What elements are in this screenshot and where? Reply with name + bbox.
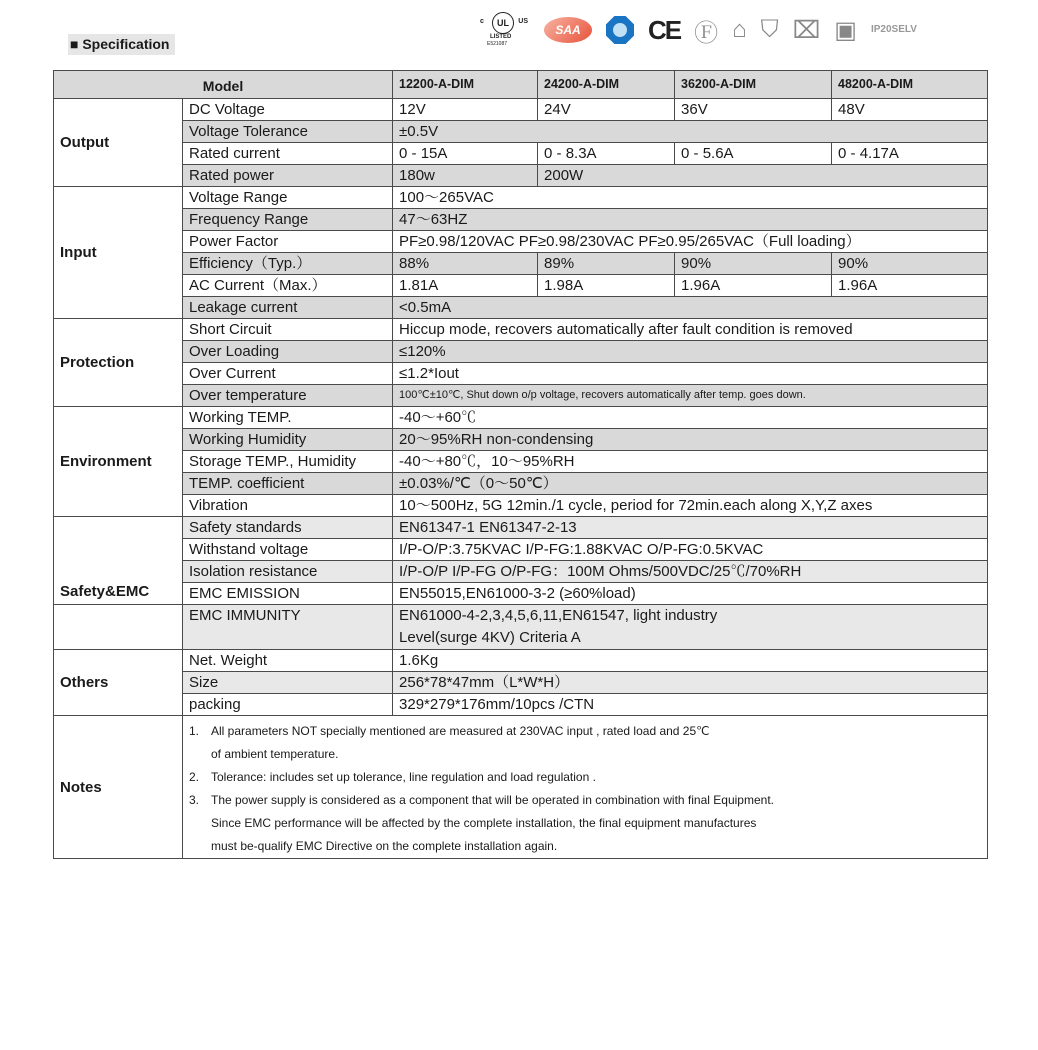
group-environment: Environment	[54, 407, 183, 517]
row-label: TEMP. coefficient	[183, 473, 393, 495]
group-output: Output	[54, 99, 183, 187]
thermal-shield-icon: ⛉	[760, 16, 779, 43]
group-input: Input	[54, 187, 183, 319]
cell: 89%	[538, 253, 675, 275]
row-label: Voltage Tolerance	[183, 121, 393, 143]
table-row	[54, 165, 988, 187]
row-label: Over Current	[183, 363, 393, 385]
group-others: Others	[54, 650, 183, 716]
saa-icon: SAA	[544, 17, 592, 43]
row-label: Power Factor	[183, 231, 393, 253]
cell: Hiccup mode, recovers automatically after fault condition is removed	[393, 319, 988, 341]
cell: 256*78*47mm（L*W*H）	[393, 672, 988, 694]
note-line: 3. The power supply is considered as a component that will be operated in combination with final Equipment.	[189, 793, 774, 807]
cell: EN61347-1 EN61347-2-13	[393, 517, 988, 539]
table-row	[54, 473, 988, 495]
table-row	[54, 429, 988, 451]
cell: ≤120%	[393, 341, 988, 363]
cell: 1.96A	[675, 275, 832, 297]
table-row	[54, 583, 988, 605]
notes-cell	[183, 716, 988, 859]
table-row	[54, 319, 988, 341]
cell: 88%	[393, 253, 538, 275]
cell: ±0.03%/℃（0～50℃）	[393, 473, 988, 495]
cell: 1.6Kg	[393, 650, 988, 672]
table-row	[54, 231, 988, 253]
model-48200: 48200-A-DIM	[832, 71, 988, 99]
row-label: DC Voltage	[183, 99, 393, 121]
specification-table	[53, 70, 988, 859]
cell	[393, 605, 988, 650]
row-label: packing	[183, 694, 393, 716]
tuv-icon	[606, 16, 634, 44]
cell: 90%	[675, 253, 832, 275]
ce-icon: CE	[648, 14, 681, 45]
group-safety-emc: Safety&EMC	[54, 517, 183, 605]
table-row	[54, 363, 988, 385]
table-row	[54, 561, 988, 583]
table-row	[54, 143, 988, 165]
row-label: Efficiency（Typ.）	[183, 253, 393, 275]
cell: 1.96A	[832, 275, 988, 297]
row-label: Net. Weight	[183, 650, 393, 672]
cell: 90%	[832, 253, 988, 275]
table-row	[54, 694, 988, 716]
table-row	[54, 716, 988, 859]
row-label: Voltage Range	[183, 187, 393, 209]
f-mark-icon: Ⓕ	[694, 19, 719, 47]
ul-listed-icon: c UL US LISTED E521087	[478, 10, 530, 50]
row-label: Short Circuit	[183, 319, 393, 341]
table-row	[54, 605, 988, 650]
indoor-use-icon: ⌂	[732, 16, 747, 43]
table-row	[54, 99, 988, 121]
cell: 48V	[832, 99, 988, 121]
section-title: ■ Specification	[68, 34, 175, 55]
row-label: Over temperature	[183, 385, 393, 407]
cell: -40～+80℃，10～95%RH	[393, 451, 988, 473]
group-empty	[54, 605, 183, 650]
table-row	[54, 121, 988, 143]
cell: I/P-O/P:3.75KVAC I/P-FG:1.88KVAC O/P-FG:0.5KVAC	[393, 539, 988, 561]
table-row	[54, 253, 988, 275]
table-row	[54, 187, 988, 209]
cell-line: EN61000-4-2,3,4,5,6,11,EN61547, light industry	[399, 607, 718, 624]
note-line: 1. All parameters NOT specially mentioned are measured at 230VAC input , rated load and 25℃	[189, 724, 710, 738]
table-row	[54, 650, 988, 672]
group-notes: Notes	[54, 716, 183, 859]
table-row	[54, 451, 988, 473]
table-row	[54, 407, 988, 429]
cell: -40～+60℃	[393, 407, 988, 429]
table-row	[54, 672, 988, 694]
cell: I/P-O/P I/P-FG O/P-FG：100M Ohms/500VDC/25℃/70%RH	[393, 561, 988, 583]
row-label: Working Humidity	[183, 429, 393, 451]
cell: 12V	[393, 99, 538, 121]
row-label: Isolation resistance	[183, 561, 393, 583]
cell: 36V	[675, 99, 832, 121]
note-line: of ambient temperature.	[211, 747, 339, 761]
group-protection: Protection	[54, 319, 183, 407]
model-label: Model	[54, 71, 393, 99]
note-line: must be-qualify EMC Directive on the complete installation again.	[211, 839, 558, 853]
table-row	[54, 209, 988, 231]
row-label: Withstand voltage	[183, 539, 393, 561]
table-row	[54, 297, 988, 319]
row-label: Frequency Range	[183, 209, 393, 231]
class-ii-icon: ▣	[834, 16, 857, 44]
cell: 20～95%RH non-condensing	[393, 429, 988, 451]
note-line: 2. Tolerance: includes set up tolerance, line regulation and load regulation .	[189, 770, 596, 784]
row-label: Safety standards	[183, 517, 393, 539]
cell: 180w	[393, 165, 538, 187]
cell: 0 - 4.17A	[832, 143, 988, 165]
row-label: Over Loading	[183, 341, 393, 363]
cell: 47～63HZ	[393, 209, 988, 231]
row-label: Vibration	[183, 495, 393, 517]
row-label: EMC EMISSION	[183, 583, 393, 605]
cell: PF≥0.98/120VAC PF≥0.98/230VAC PF≥0.95/265VAC（Full loading）	[393, 231, 988, 253]
cell-line: Level(surge 4KV) Criteria A	[399, 629, 581, 646]
table-row	[54, 539, 988, 561]
cell: ≤1.2*Iout	[393, 363, 988, 385]
cell: 0 - 15A	[393, 143, 538, 165]
table-row	[54, 385, 988, 407]
model-12200: 12200-A-DIM	[393, 71, 538, 99]
cell: 0 - 8.3A	[538, 143, 675, 165]
row-label: AC Current（Max.）	[183, 275, 393, 297]
row-label: Storage TEMP., Humidity	[183, 451, 393, 473]
cell: 100～265VAC	[393, 187, 988, 209]
cell: ±0.5V	[393, 121, 988, 143]
table-row	[54, 517, 988, 539]
cell: <0.5mA	[393, 297, 988, 319]
row-label: Leakage current	[183, 297, 393, 319]
cell: 24V	[538, 99, 675, 121]
weee-bin-icon: ⌧	[792, 16, 821, 44]
row-label: Working TEMP.	[183, 407, 393, 429]
cell: EN55015,EN61000-3-2 (≥60%load)	[393, 583, 988, 605]
cell: 200W	[538, 165, 988, 187]
cell: 1.81A	[393, 275, 538, 297]
row-label: EMC IMMUNITY	[183, 605, 393, 650]
model-24200: 24200-A-DIM	[538, 71, 675, 99]
ip20-selv-icon: IP20 SELV	[870, 24, 917, 35]
row-label: Size	[183, 672, 393, 694]
model-36200: 36200-A-DIM	[675, 71, 832, 99]
table-row	[54, 341, 988, 363]
cell: 100℃±10℃, Shut down o/p voltage, recovers automatically after temp. goes down.	[393, 385, 988, 407]
model-header-row	[54, 71, 988, 99]
cell: 10～500Hz, 5G 12min./1 cycle, period for 72min.each along X,Y,Z axes	[393, 495, 988, 517]
note-line: Since EMC performance will be affected by the complete installation, the final equipment manufactures	[211, 816, 757, 830]
cell: 0 - 5.6A	[675, 143, 832, 165]
certification-marks	[478, 10, 931, 50]
table-row	[54, 275, 988, 297]
table-row	[54, 495, 988, 517]
cell: 1.98A	[538, 275, 675, 297]
row-label: Rated power	[183, 165, 393, 187]
cell: 329*279*176mm/10pcs /CTN	[393, 694, 988, 716]
row-label: Rated current	[183, 143, 393, 165]
